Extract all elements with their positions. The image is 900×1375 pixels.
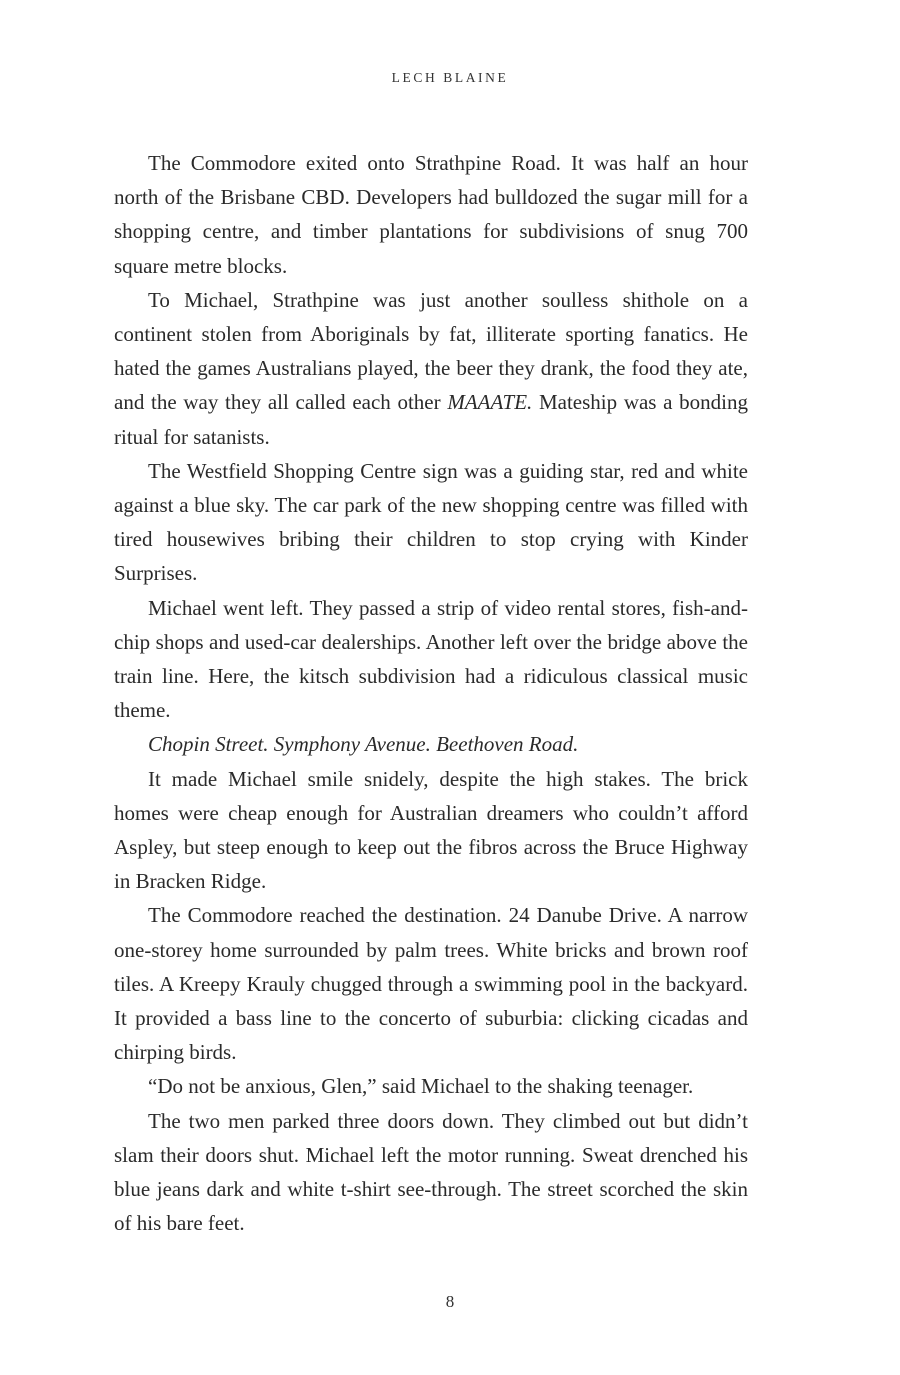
running-head: LECH BLAINE — [391, 70, 509, 85]
paragraph-3: The Westfield Shopping Centre sign was a guiding star, red and white against a blue sky. The car park of the new shopping centre was filled with tired housewives bribing their children to stop crying with Kinder Surprises. — [114, 458, 748, 586]
paragraph-4: Michael went left. They passed a strip of video rental stores, fish-and-chip shops and used-car dealerships. Another left over the bridge above the train line. Here, the kitsch subdivision had a ridiculous classical music theme. — [114, 595, 748, 723]
paragraph-1: The Commodore exited onto Strathpine Road. It was half an hour north of the Brisbane CBD. Developers had bulldozed the sugar mill for a shopping centre, and timber plantations for subdivisions of snug 700 square metre blocks. — [114, 151, 748, 278]
paragraph-7: The Commodore reached the destination. 24 Danube Drive. A narrow one-storey home surrounded by palm trees. White bricks and brown roof tiles. A Kreepy Krauly chugged through a swimming pool in the backyard. It provided a bass line to the concerto of suburbia: clicking cicadas and chirping birds. — [114, 903, 748, 1065]
body-text — [114, 146, 748, 1241]
paragraph-2-tail: Mateship was a bonding ritual for satanists. — [114, 390, 748, 449]
paragraph-9: The two men parked three doors down. They climbed out but didn’t slam their doors shut. Michael left the motor running. Sweat drenched his blue jeans dark and white t-shirt see-through. The street scorched the skin of his bare feet. — [114, 1108, 748, 1236]
paragraph-2-text: To Michael, Strathpine was just another soulless shithole on a continent stolen from Aboriginals by fat, illiterate sporting fanatics. He hated the games Australians played, the beer they drank, the food they ate, and the way they all called each other — [114, 287, 748, 415]
paragraph-8-dialogue: “Do not be anxious, Glen,” said Michael to the shaking teenager. — [148, 1074, 694, 1099]
page-number: 8 — [445, 1292, 455, 1311]
paragraph-6: It made Michael smile snidely, despite the high stakes. The brick homes were cheap enough for Australian dreamers who couldn’t afford Aspley, but steep enough to keep out the fibros across the Bruce Highway in Bracken Ridge. — [114, 766, 748, 894]
paragraph-5-street-names: Chopin Street. Symphony Avenue. Beethoven Road. — [148, 732, 579, 757]
maaate-emphasis: MAAATE. — [447, 390, 533, 415]
paragraph-2 — [114, 283, 748, 454]
